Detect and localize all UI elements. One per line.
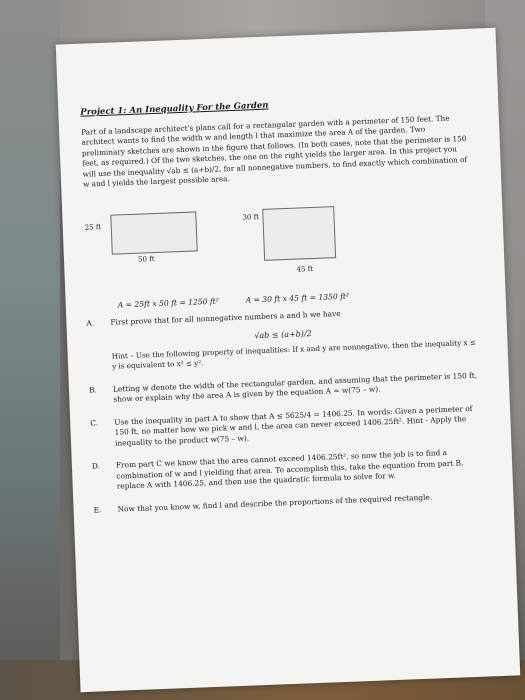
question-a-label: A. bbox=[86, 318, 95, 329]
left-garden-sketch bbox=[110, 212, 197, 255]
left-sketch-width-label: 50 ft bbox=[137, 255, 155, 265]
question-a-text: First prove that for all nonnegative numbers a and b we have bbox=[110, 309, 341, 328]
question-d bbox=[91, 447, 483, 493]
left-area-formula: A = 25ft x 50 ft = 1250 ft² bbox=[117, 297, 219, 310]
question-c-label: C. bbox=[90, 417, 99, 428]
question-e-text: Now that you know w, find l and describe the proportions of the required rectangle. bbox=[117, 492, 433, 514]
worksheet-paper bbox=[56, 28, 521, 692]
question-d-text: From part C we know that the area cannot exceed 1406.25ft², so now the job is to find a combination of w and l yielding that area. To accomplish this, take the equation from part B, replace A with 1406.25, and then use the quadratic formula to solve for w. bbox=[115, 447, 464, 491]
question-c-text: Use the inequality in part A to show that A ≤ 5625/4 = 1406.25. In words: Given a perimeter of 150 ft, no matter how we pick w and l, the area can never exceed 1406.25ft². Hint - Apply the inequality to the product w(75 – w). bbox=[114, 403, 473, 448]
question-b bbox=[88, 370, 480, 405]
project-title: Project 1: An Inequality For the Garden bbox=[80, 100, 269, 118]
project-intro: Part of a landscape architect's plans call for a rectangular garden with a perimeter of 150 feet. The architect wants to find the width w and length l that maximize the area A of the garden. Two preliminary sketches are shown in the figure that follows. (In both cases, note that the perimeter is 150 feet, as required.) Of the two sketches, the one on the right yields the larger area. In this project you will use the inequality √ab ≤ (a+b)/2, for all nonnegative numbers, to find exactly which combination of w and l yields the largest possible area. bbox=[80, 113, 468, 189]
worksheet-content bbox=[80, 93, 483, 516]
question-c bbox=[90, 403, 481, 449]
am-gm-formula: √ab ≤ (a+b)/2 bbox=[254, 329, 312, 341]
question-d-label: D. bbox=[91, 461, 101, 471]
question-b-text: Letting w denote the width of the rectangular garden, and assuming that the perimeter is 150 ft, show or explain why the area A is given by the equation A = w(75 – w). bbox=[112, 370, 478, 404]
question-e-label: E. bbox=[93, 504, 102, 515]
right-garden-sketch bbox=[262, 207, 336, 262]
right-area-formula: A = 30 ft x 45 ft = 1350 ft² bbox=[245, 292, 350, 306]
question-a-hint: Hint – Use the following property of inequalities: If x and y are nonnegative, then the inequality x ≤ y is equivalent to x² ≤ y². bbox=[111, 337, 476, 371]
left-sketch-height-label: 25 ft bbox=[84, 223, 102, 233]
question-b-label: B. bbox=[88, 384, 97, 395]
background-left bbox=[0, 0, 60, 700]
right-sketch-height-label: 30 ft bbox=[242, 213, 260, 223]
right-sketch-width-label: 45 ft bbox=[296, 265, 314, 275]
question-e bbox=[93, 490, 483, 515]
garden-sketches bbox=[84, 187, 475, 294]
